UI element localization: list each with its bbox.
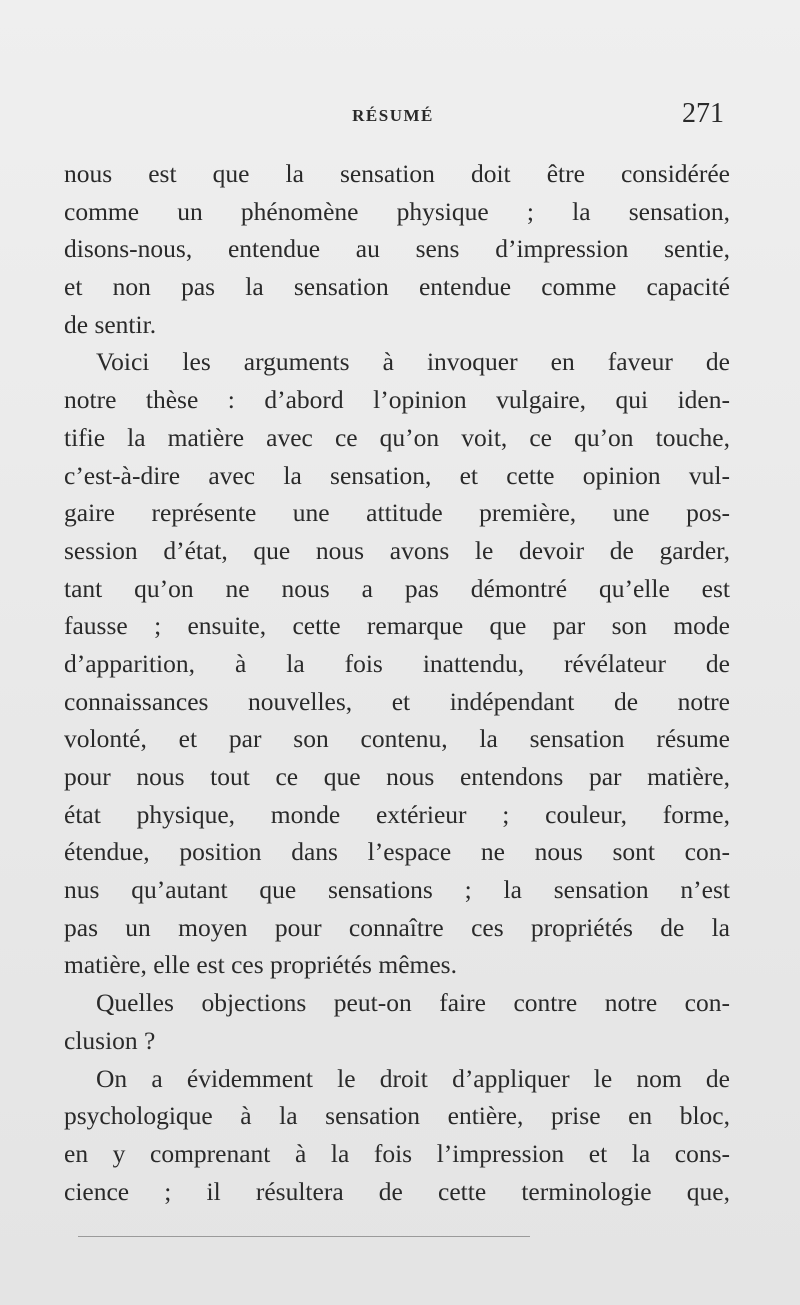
text-line: cience ; il résultera de cette terminologie que, [64, 1176, 730, 1206]
paragraph-start-line: Voici les arguments à invoquer en faveur de [96, 347, 730, 377]
text-line: matière, elle est ces propriétés mêmes. [64, 950, 457, 980]
text-line: nous est que la sensation doit être considérée [64, 159, 730, 188]
text-line: psychologique à la sensation entière, prise en bloc, [64, 1101, 730, 1131]
text-line: pas un moyen pour connaître ces propriétés de la [64, 912, 730, 942]
text-line: pour nous tout ce que nous entendons par matière, [64, 762, 730, 791]
text-line: volonté, et par son contenu, la sensation résume [64, 724, 730, 754]
paragraph-start-line: On a évidemment le droit d’appliquer le nom de [96, 1063, 730, 1093]
text-line: fausse ; ensuite, cette remarque que par son mode [64, 611, 730, 641]
text-line: c’est-à-dire avec la sensation, et cette opinion vul- [64, 460, 730, 490]
text-line: comme un phénomène physique ; la sensation, [64, 196, 730, 226]
text-line: disons-nous, entendue au sens d’impression sentie, [64, 234, 730, 264]
text-line: gaire représente une attitude première, une pos- [64, 498, 730, 528]
text-line: et non pas la sensation entendue comme capacité [64, 272, 730, 302]
body-text [64, 155, 730, 1210]
text-line: connaissances nouvelles, et indépendant de notre [64, 686, 730, 716]
text-line: tant qu’on ne nous a pas démontré qu’elle est [64, 573, 730, 603]
text-line: état physique, monde extérieur ; couleur, forme, [64, 799, 730, 829]
text-line: tifie la matière avec ce qu’on voit, ce qu’on touche, [64, 422, 730, 452]
bottom-rule [78, 1236, 530, 1237]
text-line: notre thèse : d’abord l’opinion vulgaire, qui iden- [64, 385, 730, 415]
text-line: en y comprenant à la fois l’impression et la cons- [64, 1138, 730, 1168]
text-line: d’apparition, à la fois inattendu, révélateur de [64, 648, 730, 678]
running-header [62, 98, 724, 138]
text-line: étendue, position dans l’espace ne nous sont con- [64, 837, 730, 867]
text-line: session d’état, que nous avons le devoir de garder, [64, 535, 730, 565]
text-line: de sentir. [64, 309, 157, 339]
text-line: clusion ? [64, 1025, 156, 1055]
running-title: RÉSUMÉ [352, 106, 434, 125]
page-number: 271 [682, 98, 724, 129]
paragraph-start-line: Quelles objections peut-on faire contre notre con- [96, 988, 730, 1018]
text-line: nus qu’autant que sensations ; la sensation n’est [64, 875, 730, 905]
